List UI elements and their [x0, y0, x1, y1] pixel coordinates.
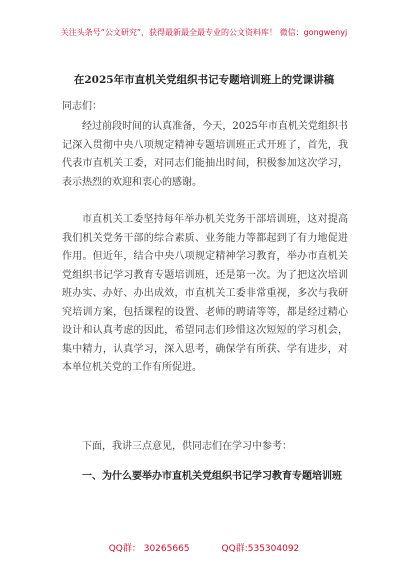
page-title: 在2025年市直机关党组织书记专题培训班上的党课讲稿	[73, 74, 335, 86]
footer-qq-group-2: QQ群:535304092	[221, 544, 300, 554]
footer-qq-group-1: QQ群： 30265665	[108, 544, 190, 554]
paragraph-2: 市直机关工委坚持每年举办机关党务干部培训班，这对提高我们机关党务干部的综合素质、业务能力等都起到了有力地促进作用。但近年，结合中央八项规定精神学习教育，举办市直机关党组织书记学习教育专题培训班，还是第一次。为了把这次培训班办实、办好、办出成效，市直机关工委非常重视，多次与我研究培训方案，包括课程的设置、老师的聘请等等，都是经过精心设计和认真考虑的因此，希望同志们珍惜这次短短的学习机会，集中精力，认真学习，深入思考，确保学有所获、学有进步，对本单位机关党的工作有所促进。	[62, 214, 348, 373]
header-banner: 关注头条号“公文研究”，获得最新最全最专业的公文资料库！ 微信：gongwenyj	[60, 28, 348, 37]
section-heading-1: 一、为什么要举办市直机关党组织书记学习教育专题培训班	[82, 471, 342, 482]
footer	[0, 541, 408, 554]
paragraph-3: 下面，我讲三点意见，供同志们在学习中参考：	[82, 441, 292, 452]
salutation: 同志们：	[62, 101, 102, 112]
paragraph-1: 经过前段时间的认真准备，今天，2025年市直机关党组织书记深入贯彻中央八项规定精神专题培训班正式开班了，首先，我代表市直机关工委，对同志们能抽出时间，积极参加这次学习，表示热烈的欢迎和衷心的感谢。	[62, 121, 348, 188]
